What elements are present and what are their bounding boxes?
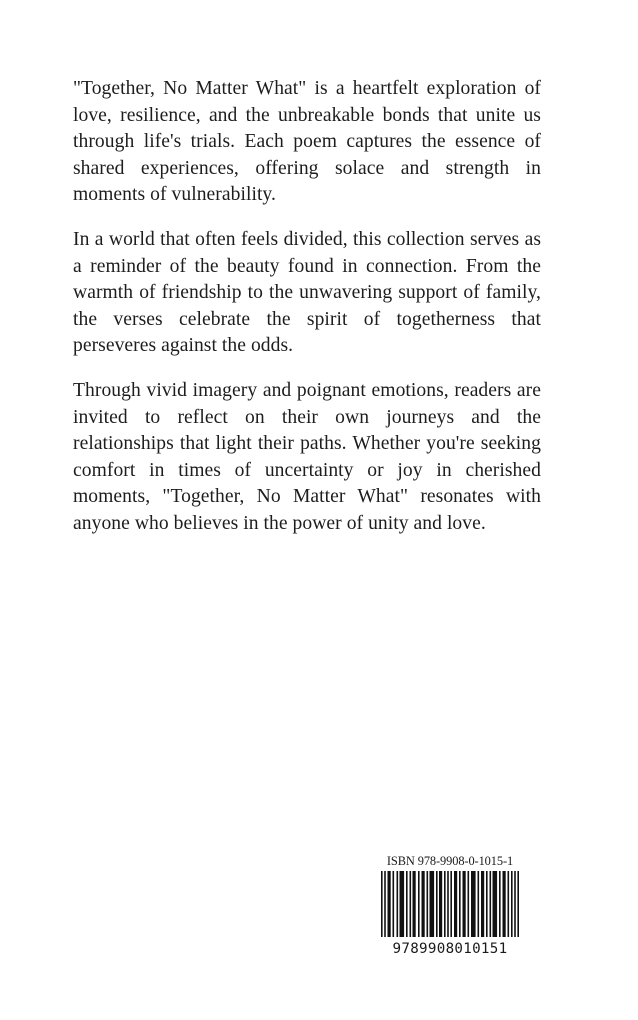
barcode-number: 9789908010151 (392, 941, 508, 957)
barcode-icon (381, 871, 519, 937)
blurb-paragraph-1: "Together, No Matter What" is a heartfelt exploration of love, resilience, and the unbreakable bonds that unite us through life's trials. Each poem captures the essence of shared experiences, offering solace and strength in moments of vulnerability. (73, 78, 541, 206)
blurb-paragraph-2: In a world that often feels divided, this collection serves as a reminder of the beauty found in connection. From the warmth of friendship to the unwavering support of family, the verses celebrate the spirit of togetherness that perseveres against the odds. (73, 228, 541, 357)
isbn-barcode (380, 854, 520, 957)
isbn-label: ISBN 978-9908-0-1015-1 (386, 854, 514, 868)
blurb-paragraph-3: Through vivid imagery and poignant emotions, readers are invited to reflect on their own journeys and the relationships that light their paths. Whether you're seeking comfort in times of uncertainty or joy in cherished moments, "Together, No Matter What" resonates with anyone who believes in the power of unity and love. (73, 379, 541, 534)
blurb-text (73, 76, 541, 556)
